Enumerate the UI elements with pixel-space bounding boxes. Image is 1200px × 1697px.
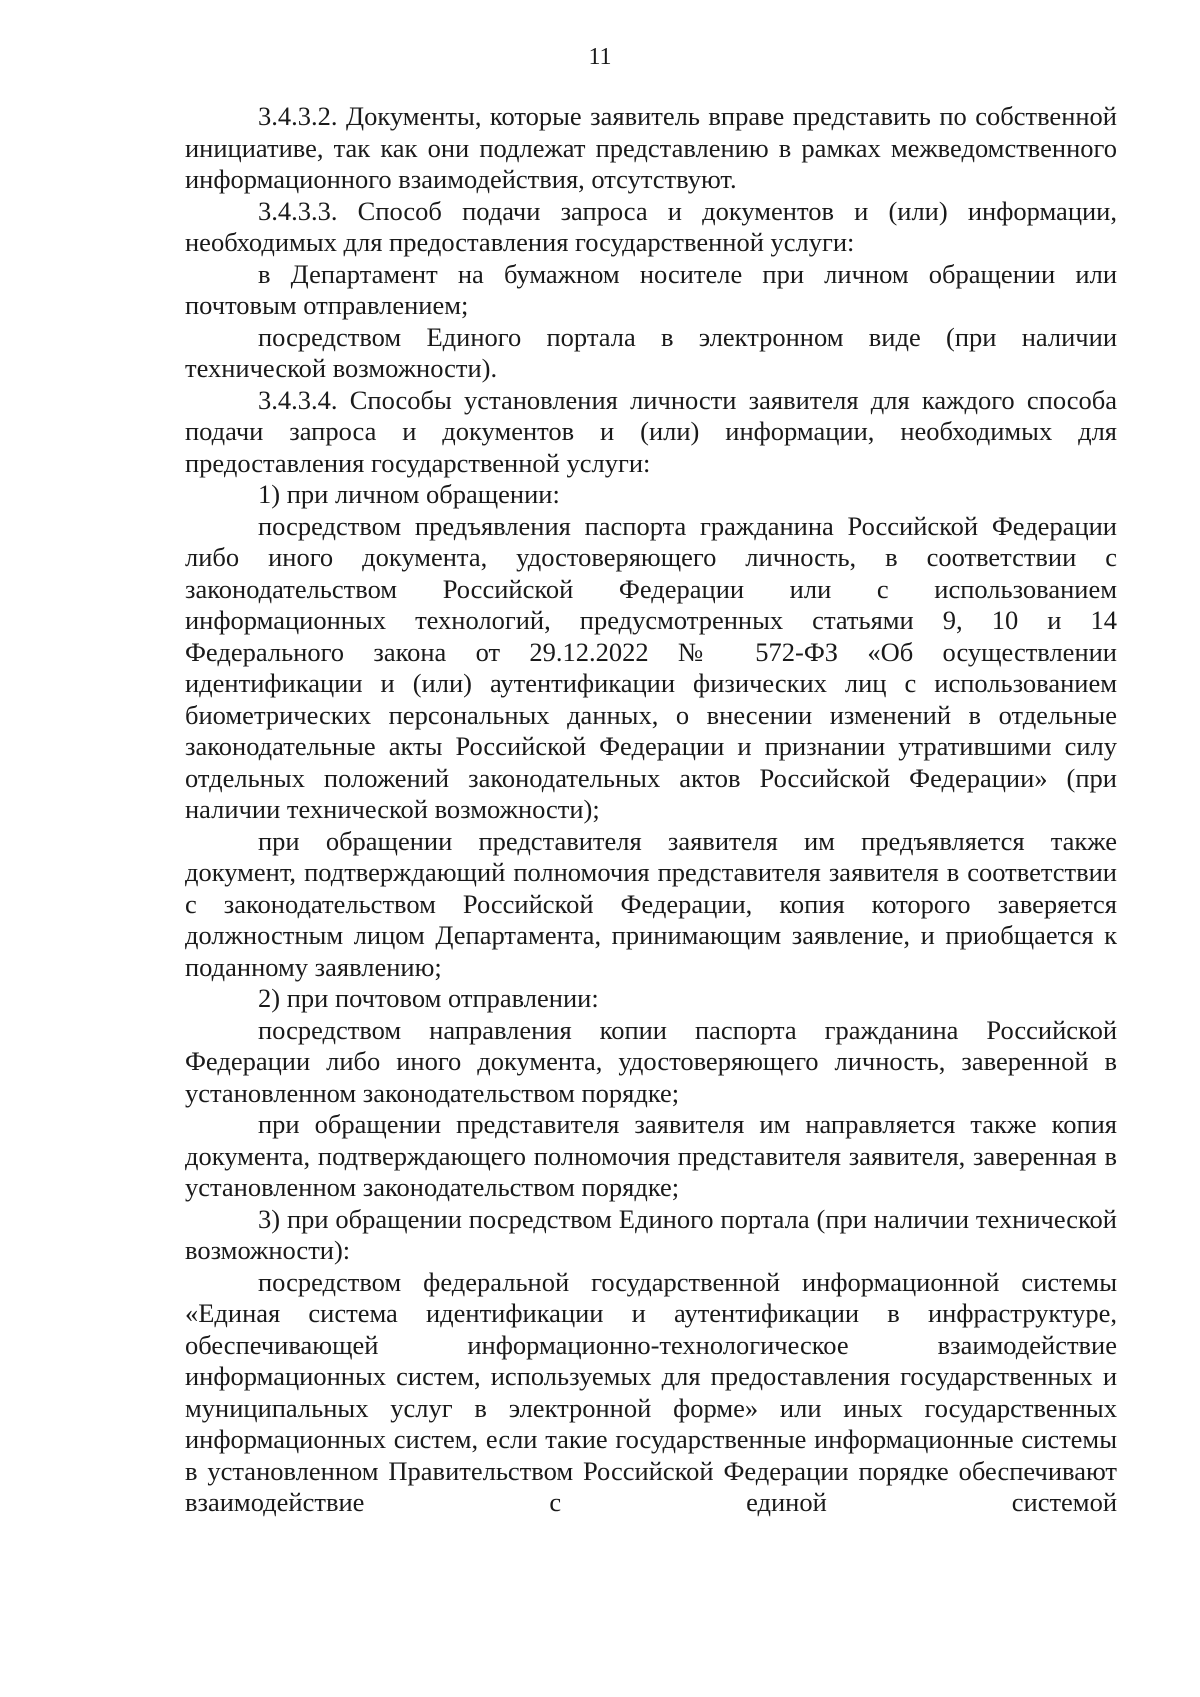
paragraph-passport-presentation: посредством предъявления паспорта гражданина Российской Федерации либо иного документа, удостоверяющего личность, в соответствии с законодательством Российской Федерации или с использованием информационных технологий, предусмотренных статьями 9, 10 и 14 Федерального закона от 29.12.2022 № 572-ФЗ «Об осуществлении идентификации и (или) аутентификации физических лиц с использованием биометрических персональных данных, о внесении изменений в отдельные законодательные акты Российской Федерации и признании утратившими силу отдельных положений законодательных актов Российской Федерации» (при наличии технической возможности); [185, 510, 1117, 824]
paragraph-portal-submission: посредством Единого портала в электронном виде (при наличии технической возможности). [185, 321, 1117, 383]
paragraph-paper-submission: в Департамент на бумажном носителе при личном обращении или почтовым отправлением; [185, 258, 1117, 320]
paragraph-passport-copy: посредством направления копии паспорта гражданина Российской Федерации либо иного документа, удостоверяющего личность, заверенной в установленном законодательством порядке; [185, 1014, 1117, 1108]
paragraph-representative-copy: при обращении представителя заявителя им направляется также копия документа, подтверждающего полномочия представителя заявителя, заверенная в установленном законодательством порядке; [185, 1109, 1117, 1202]
paragraph-esia: посредством федеральной государственной информационной системы «Единая система идентификации и аутентификации в инфраструктуре, обеспечивающей информационно-технологическое взаимодействие информационных систем, используемых для предоставления государственных и муниципальных услуг в электронной форме» или иных государственных информационных систем, если такие государственные информационные системы в установленном Правительством Российской Федерации порядке обеспечивают взаимодействие с единой системой [185, 1266, 1117, 1517]
paragraph-3-4-3-4: 3.4.3.4. Способы установления личности заявителя для каждого способа подачи запроса и документов и (или) информации, необходимых для предоставления государственной услуги: [185, 384, 1117, 478]
paragraph-3-4-3-3: 3.4.3.3. Способ подачи запроса и документов и (или) информации, необходимых для предоставления государственной услуги: [185, 195, 1117, 257]
paragraph-3-4-3-2: 3.4.3.2. Документы, которые заявитель вправе представить по собственной инициативе, так как они подлежат представлению в рамках межведомственного информационного взаимодействия, отсутствуют. [185, 101, 1117, 194]
list-item-postal: 2) при почтовом отправлении: [258, 983, 599, 1013]
page-number: 11 [588, 44, 612, 70]
paragraph-representative-presentation: при обращении представителя заявителя им предъявляется также документ, подтверждающий полномочия представителя заявителя в соответствии с законодательством Российской Федерации, копия которого заверяется должностным лицом Департамента, принимающим заявление, и приобщается к поданному заявлению; [185, 825, 1117, 982]
list-item-personal-appeal: 1) при личном обращении: [258, 479, 560, 509]
document-body [185, 101, 1117, 1519]
list-item-unified-portal: 3) при обращении посредством Единого портала (при наличии технической возможности): [185, 1203, 1117, 1265]
